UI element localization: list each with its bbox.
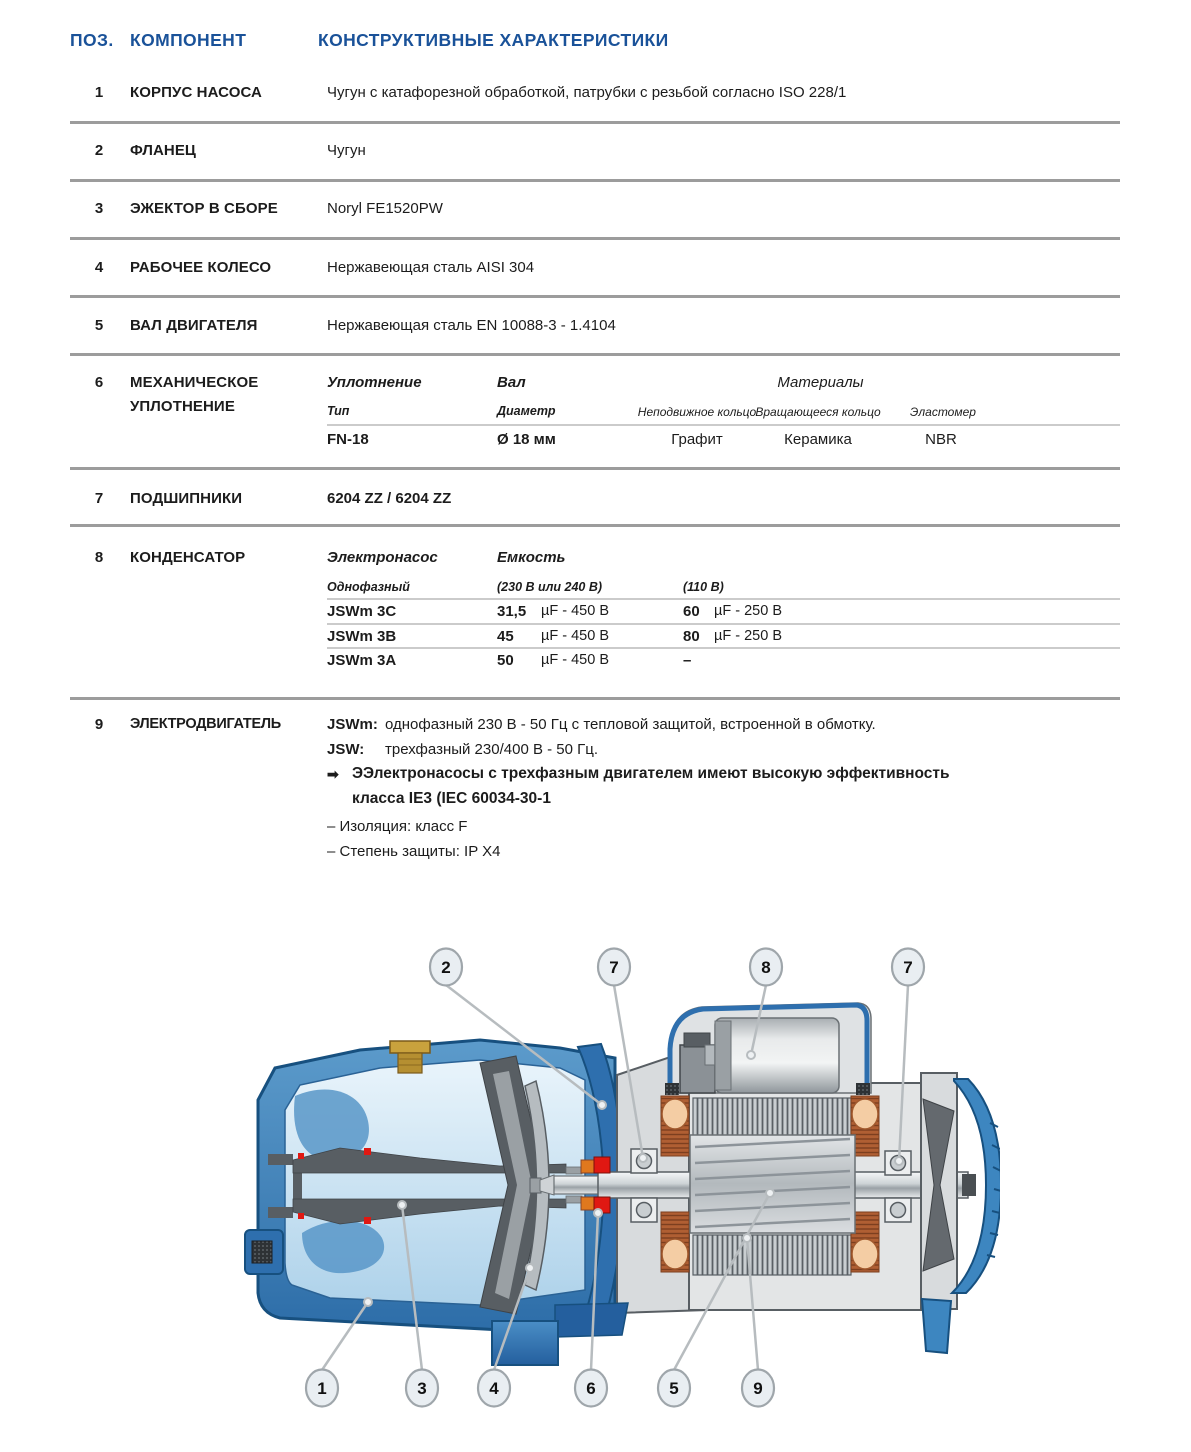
row-pos: 9 <box>94 716 104 733</box>
row-text: Нержавеющая сталь AISI 304 <box>327 259 535 276</box>
model-110v-unit: µF - 250 В <box>714 603 782 619</box>
model-name: JSWm 3B <box>327 628 397 645</box>
row-divider <box>70 697 1120 700</box>
row-component: ФЛАНЕЦ <box>130 142 196 159</box>
row-pos: 2 <box>94 142 104 159</box>
row-divider <box>70 295 1120 298</box>
callout-2 <box>430 949 462 986</box>
seal-val-diameter: Ø 18 мм <box>497 431 556 448</box>
model-110v-value: 80 <box>683 628 700 645</box>
priming-plug-body <box>398 1053 422 1073</box>
rear-foot <box>922 1299 951 1353</box>
row-pos: 6 <box>94 374 104 391</box>
callout-6 <box>575 1370 607 1407</box>
capacitor-divider <box>327 598 1120 600</box>
svg-text:3: 3 <box>417 1379 427 1398</box>
column-header-component: КОМПОНЕНТ <box>130 30 247 50</box>
note-arrow-icon: ➡ <box>327 766 339 782</box>
motor-note-line2: класса IE3 (IEC 60034-30-1 <box>352 790 551 807</box>
seal-col-elastomer: Эластомер <box>910 405 976 419</box>
row-text: Нержавеющая сталь EN 10088-3 - 1.4104 <box>327 317 616 334</box>
seal-val-stationary: Графит <box>671 431 723 448</box>
row-divider <box>70 353 1120 356</box>
row-divider <box>70 524 1120 527</box>
model-230v-value: 50 <box>497 652 514 669</box>
row-component-line1: МЕХАНИЧЕСКОЕ <box>130 374 259 391</box>
row-text: Чугун <box>327 142 366 159</box>
front-foot <box>492 1321 558 1365</box>
row-component: КОРПУС НАСОСА <box>130 84 262 101</box>
seal-val-elastomer: NBR <box>925 431 957 448</box>
model-name: JSWm 3A <box>327 652 397 669</box>
bearings-value: 6204 ZZ / 6204 ZZ <box>327 490 452 507</box>
row-component: ВАЛ ДВИГАТЕЛЯ <box>130 317 258 334</box>
capacitor-end-cap <box>715 1021 731 1090</box>
svg-text:6: 6 <box>586 1379 596 1398</box>
model-230v-unit: µF - 450 В <box>541 652 609 668</box>
cover-gasket-right <box>856 1083 870 1095</box>
row-component: РАБОЧЕЕ КОЛЕСО <box>130 259 272 276</box>
svg-text:1: 1 <box>317 1379 327 1398</box>
motor-dash1: – Изоляция: класс F <box>327 818 468 835</box>
pump-cross-section-diagram <box>210 933 1000 1438</box>
row-pos: 4 <box>94 259 104 276</box>
capacitor-model-row <box>0 652 1191 672</box>
model-230v-unit: µF - 450 В <box>541 603 609 619</box>
capacitor-sub-phase: Однофазный <box>327 580 410 594</box>
model-name: JSWm 3C <box>327 603 397 620</box>
column-header-pos: ПОЗ. <box>70 30 114 50</box>
svg-text:4: 4 <box>489 1379 499 1398</box>
shaft-front <box>554 1176 600 1194</box>
motor-line1-label: JSWm: <box>327 716 378 733</box>
callout-9 <box>742 1370 774 1407</box>
seal-val-rotating: Керамика <box>784 431 852 448</box>
row-pos: 7 <box>94 490 104 507</box>
model-110v-unit: µF - 250 В <box>714 628 782 644</box>
row-component: ЭЛЕКТРОДВИГАТЕЛЬ <box>130 716 281 732</box>
row-component-line2: УПЛОТНЕНИЕ <box>130 398 235 415</box>
capacitor-cylinder <box>715 1018 839 1093</box>
capacitor-stud <box>705 1045 715 1065</box>
model-230v-value: 31,5 <box>497 603 527 620</box>
model-110v-value: – <box>683 652 692 669</box>
motor-line2-label: JSW: <box>327 741 365 758</box>
capacitor-model-row <box>0 603 1191 623</box>
callout-8 <box>750 949 782 986</box>
row-pos: 1 <box>94 84 104 101</box>
ejector-bracket-bottom <box>268 1207 293 1218</box>
impeller-nut <box>530 1178 541 1193</box>
row-component: ЭЖЕКТОР В СБОРЕ <box>130 200 278 217</box>
callout-7-right <box>892 949 924 986</box>
capacitor-sub-v230: (230 В или 240 В) <box>497 580 603 594</box>
seal-group-seal: Уплотнение <box>327 374 422 391</box>
row-pos: 3 <box>94 200 104 217</box>
row-divider <box>70 121 1120 124</box>
svg-text:9: 9 <box>753 1379 763 1398</box>
seal-col-type: Тип <box>327 404 350 418</box>
capacitor-divider <box>327 623 1120 625</box>
row-component: ПОДШИПНИКИ <box>130 490 243 507</box>
model-110v-value: 60 <box>683 603 700 620</box>
shaft-end-cap <box>962 1174 976 1196</box>
motor-dash2: – Степень защиты: IP X4 <box>327 843 501 860</box>
capacitor-sub-v110: (110 В) <box>683 580 724 594</box>
callout-4 <box>478 1370 510 1407</box>
motor-line2 <box>327 741 598 758</box>
motor-line1-text: однофазный 230 В - 50 Гц с тепловой защитой, встроенной в обмотку. <box>385 716 876 733</box>
capacitor-col-pump: Электронасос <box>327 549 438 566</box>
motor-line1 <box>327 716 876 733</box>
callout-1 <box>306 1370 338 1407</box>
drain-plug <box>252 1241 272 1263</box>
seal-group-materials: Материалы <box>777 374 864 391</box>
svg-text:7: 7 <box>903 958 913 977</box>
row-component: КОНДЕНСАТОР <box>130 549 246 566</box>
stator-laminations-bottom <box>693 1235 851 1275</box>
row-divider <box>70 467 1120 470</box>
capacitor-divider <box>327 647 1120 649</box>
row-text: Чугун с катафорезной обработкой, патрубки с резьбой согласно ISO 228/1 <box>327 84 847 101</box>
row-pos: 8 <box>94 549 104 566</box>
seal-subtable-divider <box>327 424 1120 426</box>
stator-laminations-top <box>693 1098 851 1138</box>
svg-text:2: 2 <box>441 958 451 977</box>
capacitor-model-row <box>0 628 1191 648</box>
motor-line2-text: трехфазный 230/400 В - 50 Гц. <box>385 741 599 758</box>
column-header-characteristics: КОНСТРУКТИВНЫЕ ХАРАКТЕРИСТИКИ <box>318 30 669 50</box>
seal-col-rotating: Вращающееся кольцо <box>755 405 881 419</box>
row-text: Noryl FE1520PW <box>327 200 443 217</box>
seal-col-diameter: Диаметр <box>497 404 556 418</box>
rotor <box>690 1135 855 1233</box>
seal-col-stationary: Неподвижное кольцо <box>637 405 757 419</box>
svg-text:8: 8 <box>761 958 771 977</box>
seal-val-type: FN-18 <box>327 431 369 448</box>
priming-plug-cap <box>390 1041 430 1053</box>
motor-note-line1: ЭЭлектронасосы с трехфазным двигателем имеют высокую эффективность <box>352 765 950 782</box>
cover-gasket-left <box>665 1083 679 1095</box>
svg-text:7: 7 <box>609 958 619 977</box>
seal-group-shaft: Вал <box>497 374 526 391</box>
model-230v-unit: µF - 450 В <box>541 628 609 644</box>
callout-7-left <box>598 949 630 986</box>
callout-5 <box>658 1370 690 1407</box>
model-230v-value: 45 <box>497 628 514 645</box>
callout-3 <box>406 1370 438 1407</box>
row-divider <box>70 237 1120 240</box>
ejector-bracket-top <box>268 1154 293 1165</box>
row-pos: 5 <box>94 317 104 334</box>
capacitor-col-capacity: Емкость <box>497 549 566 566</box>
svg-text:5: 5 <box>669 1379 679 1398</box>
row-divider <box>70 179 1120 182</box>
